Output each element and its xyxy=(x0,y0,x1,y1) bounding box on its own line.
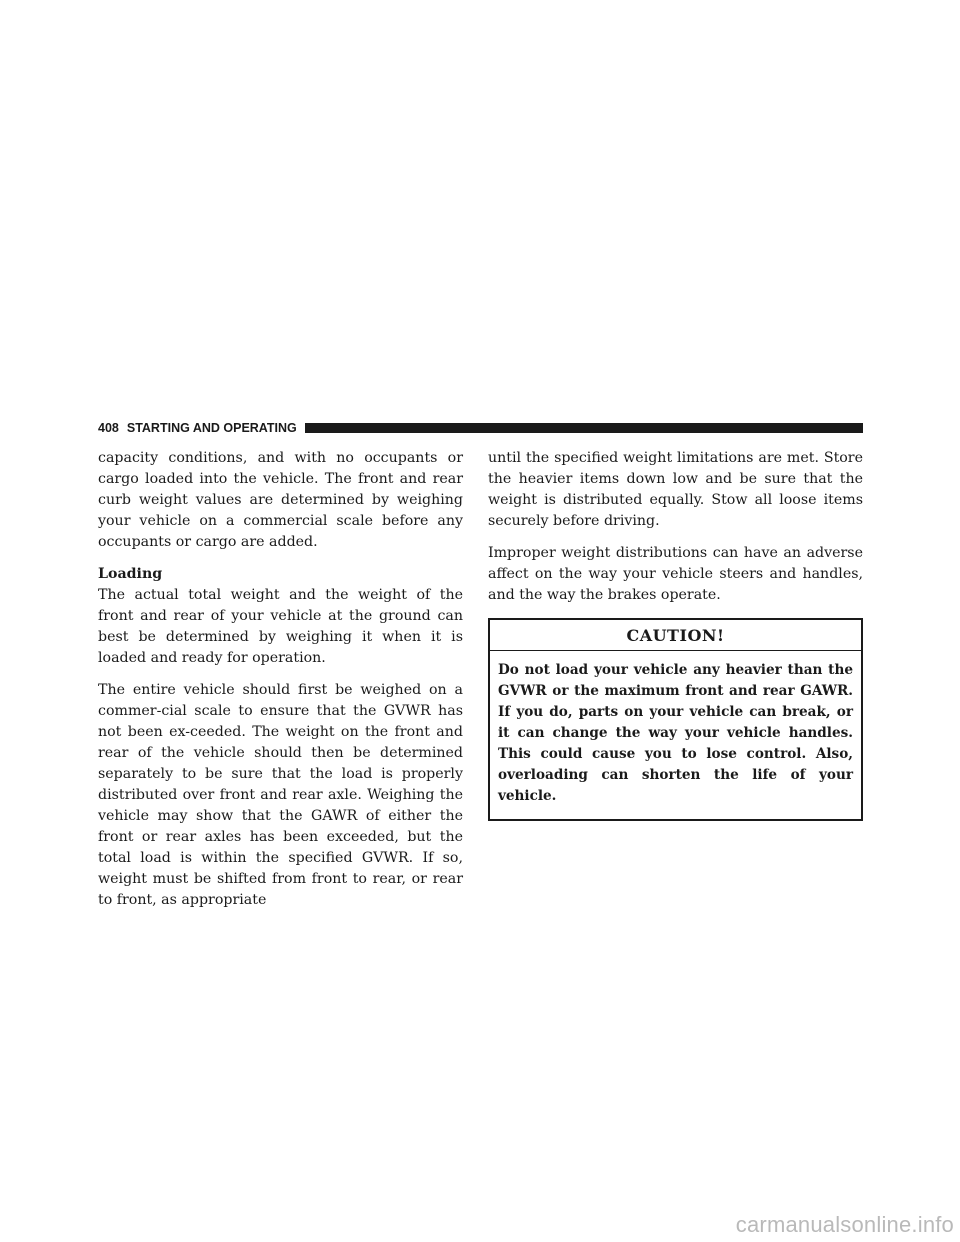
header-rule xyxy=(305,423,863,433)
paragraph: capacity conditions, and with no occupants or cargo loaded into the vehicle. The front and rear curb weight values are determined by weighing your vehicle on a commercial scale before any occupants or cargo are added. xyxy=(98,450,463,550)
watermark: carmanualsonline.info xyxy=(735,1212,954,1237)
caution-body: Do not load your vehicle any heavier than the GVWR or the maximum front and rear GAWR. If you do, parts on your vehicle can break, or it can change the way your vehicle handles. This could cause you to lose control. Also, overloading can shorten the life of your vehicle. xyxy=(498,662,853,804)
left-column xyxy=(98,448,463,922)
paragraph: until the specified weight limitations are met. Store the heavier items down low and be sure that the weight is distributed equally. Stow all loose items securely before driving. xyxy=(488,450,863,529)
paragraph: The entire vehicle should first be weighed on a commer-cial scale to ensure that the GVWR has not been ex-ceeded. The weight on the front and rear of the vehicle should then be determined separately to be sure that the load is properly distributed over front and rear axle. Weighing the vehicle may show that the GAWR of either the front or rear axles has been exceeded, but the total load is within the specified GVWR. If so, weight must be shifted from front to rear, or rear to front, as appropriate xyxy=(98,682,463,908)
right-column xyxy=(488,448,863,821)
section-heading-loading: Loading xyxy=(98,566,163,582)
caution-title: CAUTION! xyxy=(490,620,861,651)
paragraph: Improper weight distributions can have an adverse affect on the way your vehicle steers and handles, and the way the brakes operate. xyxy=(488,545,863,603)
paragraph: The actual total weight and the weight of the front and rear of your vehicle at the ground can best be determined by weighing it when it is loaded and ready for operation. xyxy=(98,587,463,666)
caution-box xyxy=(488,618,863,821)
page-number: 408 xyxy=(98,421,119,435)
page-header xyxy=(98,416,863,440)
section-title: STARTING AND OPERATING xyxy=(126,421,297,435)
